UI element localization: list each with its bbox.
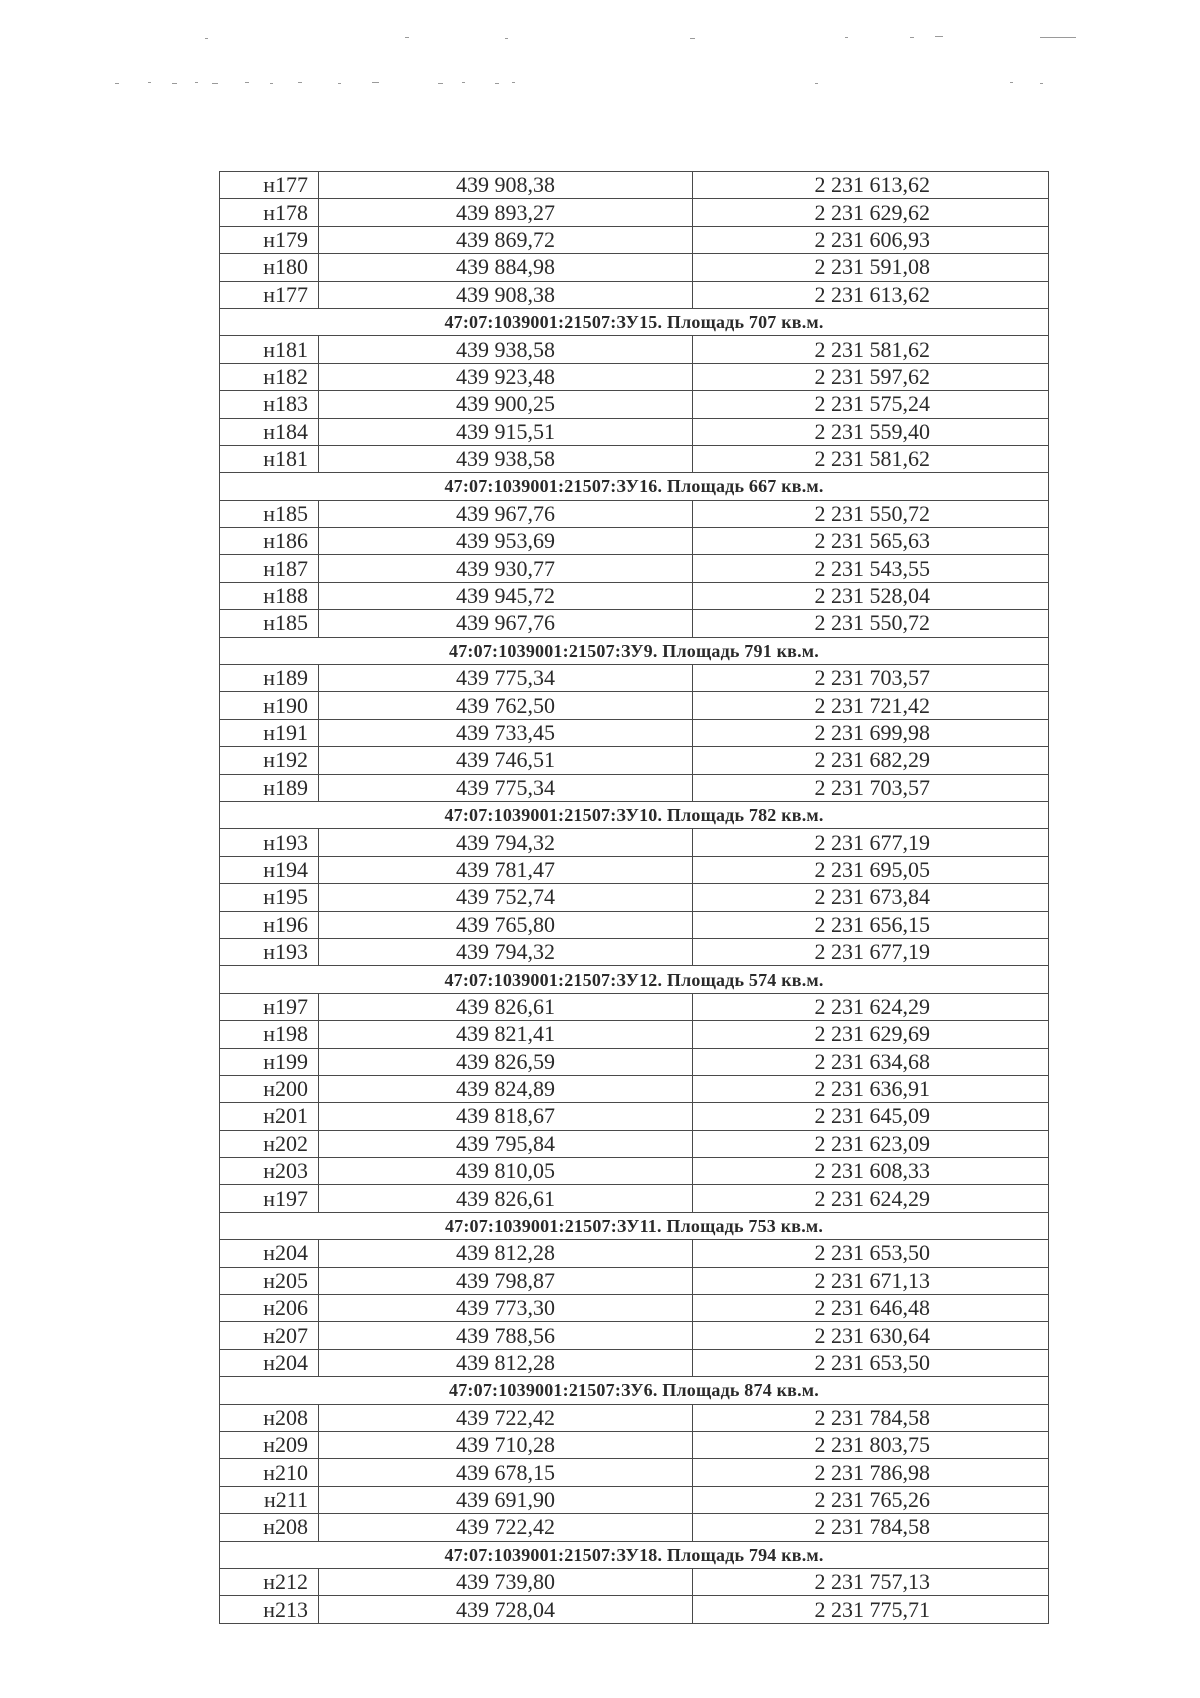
point-name-cell: н200: [220, 1075, 319, 1102]
table-row: [220, 1158, 1049, 1185]
section-header-row: [220, 1212, 1049, 1239]
table-row: [220, 445, 1049, 472]
x-coordinate-cell: 439 930,77: [319, 555, 693, 582]
x-coordinate-cell: 439 710,28: [319, 1431, 693, 1458]
y-coordinate-cell: 2 231 784,58: [693, 1404, 1049, 1431]
section-header: 47:07:1039001:21507:ЗУ15. Площадь 707 кв.м.: [220, 308, 1049, 335]
table-row: [220, 281, 1049, 308]
x-coordinate-cell: 439 908,38: [319, 281, 693, 308]
table-row: [220, 254, 1049, 281]
table-row: [220, 528, 1049, 555]
point-name-cell: н203: [220, 1158, 319, 1185]
table-row: [220, 1048, 1049, 1075]
y-coordinate-cell: 2 231 677,19: [693, 829, 1049, 856]
y-coordinate-cell: 2 231 703,57: [693, 665, 1049, 692]
table-row: [220, 1240, 1049, 1267]
table-row: [220, 774, 1049, 801]
y-coordinate-cell: 2 231 575,24: [693, 391, 1049, 418]
table-row: [220, 747, 1049, 774]
table-row: [220, 692, 1049, 719]
x-coordinate-cell: 439 788,56: [319, 1322, 693, 1349]
y-coordinate-cell: 2 231 677,19: [693, 938, 1049, 965]
y-coordinate-cell: 2 231 559,40: [693, 418, 1049, 445]
point-name-cell: н212: [220, 1568, 319, 1595]
point-name-cell: н192: [220, 747, 319, 774]
x-coordinate-cell: 439 938,58: [319, 445, 693, 472]
y-coordinate-cell: 2 231 653,50: [693, 1240, 1049, 1267]
table-row: [220, 1185, 1049, 1212]
table-row: [220, 665, 1049, 692]
section-header-row: [220, 966, 1049, 993]
table-row: [220, 1103, 1049, 1130]
point-name-cell: н186: [220, 528, 319, 555]
x-coordinate-cell: 439 821,41: [319, 1021, 693, 1048]
x-coordinate-cell: 439 775,34: [319, 665, 693, 692]
table-row: [220, 610, 1049, 637]
point-name-cell: н190: [220, 692, 319, 719]
x-coordinate-cell: 439 869,72: [319, 226, 693, 253]
y-coordinate-cell: 2 231 543,55: [693, 555, 1049, 582]
section-header: 47:07:1039001:21507:ЗУ16. Площадь 667 кв.м.: [220, 473, 1049, 500]
coordinates-table-body: [220, 172, 1049, 1624]
x-coordinate-cell: 439 945,72: [319, 582, 693, 609]
point-name-cell: н191: [220, 719, 319, 746]
point-name-cell: н185: [220, 610, 319, 637]
table-row: [220, 582, 1049, 609]
section-header-row: [220, 1377, 1049, 1404]
section-header: 47:07:1039001:21507:ЗУ10. Площадь 782 кв.м.: [220, 801, 1049, 828]
x-coordinate-cell: 439 812,28: [319, 1349, 693, 1376]
table-row: [220, 1075, 1049, 1102]
y-coordinate-cell: 2 231 624,29: [693, 993, 1049, 1020]
table-row: [220, 1459, 1049, 1486]
y-coordinate-cell: 2 231 803,75: [693, 1431, 1049, 1458]
point-name-cell: н201: [220, 1103, 319, 1130]
point-name-cell: н184: [220, 418, 319, 445]
x-coordinate-cell: 439 826,61: [319, 1185, 693, 1212]
y-coordinate-cell: 2 231 624,29: [693, 1185, 1049, 1212]
table-row: [220, 1322, 1049, 1349]
y-coordinate-cell: 2 231 757,13: [693, 1568, 1049, 1595]
point-name-cell: н202: [220, 1130, 319, 1157]
point-name-cell: н189: [220, 665, 319, 692]
table-row: [220, 884, 1049, 911]
x-coordinate-cell: 439 908,38: [319, 172, 693, 199]
x-coordinate-cell: 439 746,51: [319, 747, 693, 774]
y-coordinate-cell: 2 231 608,33: [693, 1158, 1049, 1185]
section-header-row: [220, 801, 1049, 828]
point-name-cell: н193: [220, 938, 319, 965]
point-name-cell: н208: [220, 1514, 319, 1541]
table-row: [220, 418, 1049, 445]
x-coordinate-cell: 439 762,50: [319, 692, 693, 719]
table-row: [220, 993, 1049, 1020]
y-coordinate-cell: 2 231 765,26: [693, 1486, 1049, 1513]
x-coordinate-cell: 439 691,90: [319, 1486, 693, 1513]
point-name-cell: н206: [220, 1295, 319, 1322]
y-coordinate-cell: 2 231 682,29: [693, 747, 1049, 774]
y-coordinate-cell: 2 231 671,13: [693, 1267, 1049, 1294]
x-coordinate-cell: 439 826,59: [319, 1048, 693, 1075]
table-row: [220, 555, 1049, 582]
point-name-cell: н180: [220, 254, 319, 281]
table-row: [220, 363, 1049, 390]
table-row: [220, 856, 1049, 883]
table-row: [220, 336, 1049, 363]
y-coordinate-cell: 2 231 581,62: [693, 336, 1049, 363]
table-row: [220, 172, 1049, 199]
x-coordinate-cell: 439 818,67: [319, 1103, 693, 1130]
y-coordinate-cell: 2 231 591,08: [693, 254, 1049, 281]
y-coordinate-cell: 2 231 550,72: [693, 500, 1049, 527]
x-coordinate-cell: 439 794,32: [319, 938, 693, 965]
point-name-cell: н183: [220, 391, 319, 418]
x-coordinate-cell: 439 781,47: [319, 856, 693, 883]
point-name-cell: н177: [220, 281, 319, 308]
point-name-cell: н185: [220, 500, 319, 527]
point-name-cell: н195: [220, 884, 319, 911]
y-coordinate-cell: 2 231 606,93: [693, 226, 1049, 253]
table-row: [220, 1596, 1049, 1623]
x-coordinate-cell: 439 884,98: [319, 254, 693, 281]
table-row: [220, 911, 1049, 938]
x-coordinate-cell: 439 773,30: [319, 1295, 693, 1322]
scan-artifacts: [0, 0, 1200, 120]
y-coordinate-cell: 2 231 613,62: [693, 172, 1049, 199]
table-row: [220, 1349, 1049, 1376]
point-name-cell: н178: [220, 199, 319, 226]
point-name-cell: н187: [220, 555, 319, 582]
point-name-cell: н193: [220, 829, 319, 856]
x-coordinate-cell: 439 953,69: [319, 528, 693, 555]
x-coordinate-cell: 439 765,80: [319, 911, 693, 938]
table-row: [220, 1486, 1049, 1513]
y-coordinate-cell: 2 231 699,98: [693, 719, 1049, 746]
x-coordinate-cell: 439 893,27: [319, 199, 693, 226]
section-header: 47:07:1039001:21507:ЗУ11. Площадь 753 кв.м.: [220, 1212, 1049, 1239]
section-header: 47:07:1039001:21507:ЗУ12. Площадь 574 кв.м.: [220, 966, 1049, 993]
y-coordinate-cell: 2 231 550,72: [693, 610, 1049, 637]
y-coordinate-cell: 2 231 721,42: [693, 692, 1049, 719]
table-row: [220, 391, 1049, 418]
y-coordinate-cell: 2 231 565,63: [693, 528, 1049, 555]
table-row: [220, 829, 1049, 856]
y-coordinate-cell: 2 231 528,04: [693, 582, 1049, 609]
y-coordinate-cell: 2 231 653,50: [693, 1349, 1049, 1376]
y-coordinate-cell: 2 231 646,48: [693, 1295, 1049, 1322]
x-coordinate-cell: 439 824,89: [319, 1075, 693, 1102]
x-coordinate-cell: 439 733,45: [319, 719, 693, 746]
table-row: [220, 719, 1049, 746]
y-coordinate-cell: 2 231 629,69: [693, 1021, 1049, 1048]
point-name-cell: н179: [220, 226, 319, 253]
x-coordinate-cell: 439 722,42: [319, 1514, 693, 1541]
point-name-cell: н177: [220, 172, 319, 199]
x-coordinate-cell: 439 798,87: [319, 1267, 693, 1294]
section-header-row: [220, 637, 1049, 664]
point-name-cell: н208: [220, 1404, 319, 1431]
x-coordinate-cell: 439 967,76: [319, 500, 693, 527]
x-coordinate-cell: 439 812,28: [319, 1240, 693, 1267]
x-coordinate-cell: 439 938,58: [319, 336, 693, 363]
section-header-row: [220, 308, 1049, 335]
y-coordinate-cell: 2 231 630,64: [693, 1322, 1049, 1349]
point-name-cell: н198: [220, 1021, 319, 1048]
table-row: [220, 1130, 1049, 1157]
point-name-cell: н182: [220, 363, 319, 390]
y-coordinate-cell: 2 231 673,84: [693, 884, 1049, 911]
point-name-cell: н181: [220, 445, 319, 472]
x-coordinate-cell: 439 915,51: [319, 418, 693, 445]
table-row: [220, 1568, 1049, 1595]
section-header: 47:07:1039001:21507:ЗУ9. Площадь 791 кв.м.: [220, 637, 1049, 664]
section-header-row: [220, 473, 1049, 500]
y-coordinate-cell: 2 231 784,58: [693, 1514, 1049, 1541]
x-coordinate-cell: 439 678,15: [319, 1459, 693, 1486]
y-coordinate-cell: 2 231 656,15: [693, 911, 1049, 938]
x-coordinate-cell: 439 967,76: [319, 610, 693, 637]
section-header-row: [220, 1541, 1049, 1568]
point-name-cell: н209: [220, 1431, 319, 1458]
table-row: [220, 500, 1049, 527]
x-coordinate-cell: 439 728,04: [319, 1596, 693, 1623]
point-name-cell: н194: [220, 856, 319, 883]
x-coordinate-cell: 439 794,32: [319, 829, 693, 856]
y-coordinate-cell: 2 231 703,57: [693, 774, 1049, 801]
y-coordinate-cell: 2 231 645,09: [693, 1103, 1049, 1130]
x-coordinate-cell: 439 752,74: [319, 884, 693, 911]
point-name-cell: н204: [220, 1349, 319, 1376]
point-name-cell: н211: [220, 1486, 319, 1513]
table-row: [220, 1295, 1049, 1322]
section-header: 47:07:1039001:21507:ЗУ18. Площадь 794 кв.м.: [220, 1541, 1049, 1568]
point-name-cell: н197: [220, 1185, 319, 1212]
y-coordinate-cell: 2 231 629,62: [693, 199, 1049, 226]
x-coordinate-cell: 439 775,34: [319, 774, 693, 801]
y-coordinate-cell: 2 231 786,98: [693, 1459, 1049, 1486]
section-header: 47:07:1039001:21507:ЗУ6. Площадь 874 кв.м.: [220, 1377, 1049, 1404]
y-coordinate-cell: 2 231 581,62: [693, 445, 1049, 472]
point-name-cell: н181: [220, 336, 319, 363]
y-coordinate-cell: 2 231 623,09: [693, 1130, 1049, 1157]
y-coordinate-cell: 2 231 613,62: [693, 281, 1049, 308]
y-coordinate-cell: 2 231 636,91: [693, 1075, 1049, 1102]
y-coordinate-cell: 2 231 634,68: [693, 1048, 1049, 1075]
table-row: [220, 226, 1049, 253]
y-coordinate-cell: 2 231 775,71: [693, 1596, 1049, 1623]
table-row: [220, 1021, 1049, 1048]
point-name-cell: н189: [220, 774, 319, 801]
point-name-cell: н197: [220, 993, 319, 1020]
x-coordinate-cell: 439 923,48: [319, 363, 693, 390]
point-name-cell: н213: [220, 1596, 319, 1623]
table-row: [220, 1514, 1049, 1541]
x-coordinate-cell: 439 826,61: [319, 993, 693, 1020]
point-name-cell: н210: [220, 1459, 319, 1486]
point-name-cell: н205: [220, 1267, 319, 1294]
point-name-cell: н196: [220, 911, 319, 938]
x-coordinate-cell: 439 739,80: [319, 1568, 693, 1595]
table-row: [220, 199, 1049, 226]
point-name-cell: н199: [220, 1048, 319, 1075]
coordinates-table: [219, 171, 1049, 1624]
x-coordinate-cell: 439 810,05: [319, 1158, 693, 1185]
x-coordinate-cell: 439 900,25: [319, 391, 693, 418]
table-row: [220, 938, 1049, 965]
table-row: [220, 1404, 1049, 1431]
point-name-cell: н204: [220, 1240, 319, 1267]
point-name-cell: н207: [220, 1322, 319, 1349]
x-coordinate-cell: 439 722,42: [319, 1404, 693, 1431]
table-row: [220, 1431, 1049, 1458]
y-coordinate-cell: 2 231 695,05: [693, 856, 1049, 883]
y-coordinate-cell: 2 231 597,62: [693, 363, 1049, 390]
point-name-cell: н188: [220, 582, 319, 609]
x-coordinate-cell: 439 795,84: [319, 1130, 693, 1157]
table-row: [220, 1267, 1049, 1294]
